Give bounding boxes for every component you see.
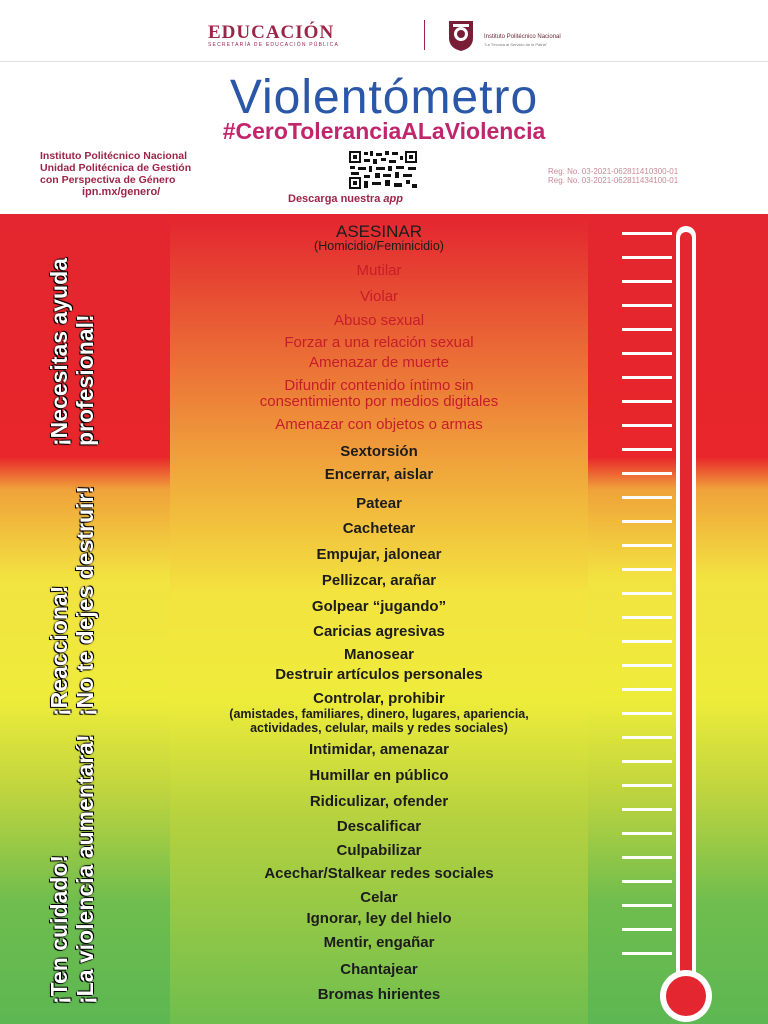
violence-item: Intimidar, amenazar <box>308 741 450 758</box>
thermometer-tick <box>622 376 672 379</box>
thermometer-tick <box>622 328 672 331</box>
violence-item: Forzar a una relación sexual <box>284 334 474 351</box>
violence-item: ASESINAR <box>336 222 422 241</box>
thermometer-tick <box>622 688 672 691</box>
thermometer-tick <box>622 856 672 859</box>
thermometer-tick <box>622 448 672 451</box>
violence-item: Abuso sexual <box>333 312 425 329</box>
thermometer-icon <box>600 214 768 1024</box>
ipn-shield-icon <box>444 18 478 52</box>
institution-block <box>40 150 240 186</box>
violence-item: Cachetear <box>342 520 416 537</box>
side-message-yellow: ¡Reacciona! ¡No te dejes destruir! <box>46 485 98 716</box>
violence-item: (Homicidio/Feminicidio) <box>314 239 444 253</box>
top-header <box>0 0 768 62</box>
violence-item: Mentir, engañar <box>323 934 435 951</box>
thermometer-tick <box>622 880 672 883</box>
download-app-text: Descarga nuestra app <box>288 193 403 205</box>
violence-item: Mutilar <box>356 262 402 279</box>
violence-item: Amenazar con objetos o armas <box>275 416 483 433</box>
violence-item: Golpear “jugando” <box>311 598 447 615</box>
violence-item: Ignorar, ley del hielo <box>306 910 452 927</box>
registration-line: Reg. No. 03-2021-062811410300-01 <box>548 167 679 176</box>
thermometer-tick <box>622 520 672 523</box>
violence-item: Humillar en público <box>309 767 449 784</box>
institution-line: Unidad Politécnica de Gestión <box>40 162 192 174</box>
page-title: Violentómetro <box>229 71 539 124</box>
thermometer-tick <box>622 256 672 259</box>
header-divider <box>424 20 425 50</box>
violence-item: Patear <box>356 495 402 512</box>
thermometer-tick <box>622 664 672 667</box>
violence-item: Pellizcar, arañar <box>321 572 437 589</box>
side-message-red: ¡Necesitas ayuda profesional! <box>46 258 98 446</box>
ministry-logo-text: EDUCACIÓN <box>208 22 335 43</box>
thermometer-tick <box>622 808 672 811</box>
thermometer-tick <box>622 760 672 763</box>
thermometer-tick <box>622 616 672 619</box>
violence-item: Destruir artículos personales <box>275 666 483 683</box>
violence-item: consentimiento por medios digitales <box>259 393 499 410</box>
thermometer-tick <box>622 952 672 955</box>
hashtag: #CeroToleranciaALaViolencia <box>222 118 546 144</box>
institution-line: con Perspectiva de Género <box>40 174 176 186</box>
side-message-green: ¡Ten cuidado! ¡La violencia aumentará! <box>46 734 98 1004</box>
thermometer-tick <box>622 736 672 739</box>
violence-item: Difundir contenido íntimo sin <box>284 377 474 394</box>
violence-item: Acechar/Stalkear redes sociales <box>264 865 494 882</box>
thermometer-tick <box>622 400 672 403</box>
violence-item: Celar <box>360 889 398 906</box>
thermometer-mercury <box>680 232 692 992</box>
violence-item: Manosear <box>343 646 415 663</box>
thermometer-tick <box>622 352 672 355</box>
thermometer-tick <box>622 568 672 571</box>
thermometer-tick <box>622 928 672 931</box>
thermometer-tick <box>622 424 672 427</box>
violence-item: Ridiculizar, ofender <box>309 793 449 810</box>
thermometer-tick <box>622 304 672 307</box>
violence-item: Empujar, jalonear <box>316 546 442 563</box>
institution-url[interactable]: ipn.mx/genero/ <box>82 186 161 198</box>
thermometer-tick <box>622 592 672 595</box>
violence-item: actividades, celular, mails y redes sociales) <box>250 721 508 735</box>
violence-item: Descalificar <box>336 818 422 835</box>
violence-item: Chantajear <box>340 961 418 978</box>
ipn-name: Instituto Politécnico Nacional <box>484 34 561 40</box>
thermometer-tick <box>622 712 672 715</box>
violence-item: Bromas hirientes <box>317 986 441 1003</box>
violence-item: Caricias agresivas <box>313 623 445 640</box>
thermometer-tick <box>622 544 672 547</box>
institution-line: Instituto Politécnico Nacional <box>40 150 188 162</box>
violence-item: Controlar, prohibir <box>313 690 445 707</box>
violence-item: (amistades, familiares, dinero, lugares, apariencia, <box>229 707 529 721</box>
violence-item: Culpabilizar <box>336 842 422 859</box>
registration-numbers <box>548 167 678 185</box>
thermometer-tick <box>622 832 672 835</box>
thermometer-tick <box>622 640 672 643</box>
thermometer-tick <box>622 496 672 499</box>
violence-item: Encerrar, aislar <box>324 466 434 483</box>
violence-item: Sextorsión <box>340 443 418 460</box>
thermometer-tick <box>622 280 672 283</box>
ministry-subtitle: SECRETARÍA DE EDUCACIÓN PÚBLICA <box>208 42 340 48</box>
thermometer-tick <box>622 232 672 235</box>
qr-code-icon[interactable] <box>348 150 418 190</box>
thermometer-tick <box>622 784 672 787</box>
thermometer-tick <box>622 472 672 475</box>
thermometer-tick <box>622 904 672 907</box>
violence-item: Violar <box>359 288 399 305</box>
violence-item: Amenazar de muerte <box>308 354 450 371</box>
ipn-motto: "La Técnica al Servicio de la Patria" <box>484 42 548 47</box>
registration-line: Reg. No. 03-2021-062811434100-01 <box>548 176 679 185</box>
